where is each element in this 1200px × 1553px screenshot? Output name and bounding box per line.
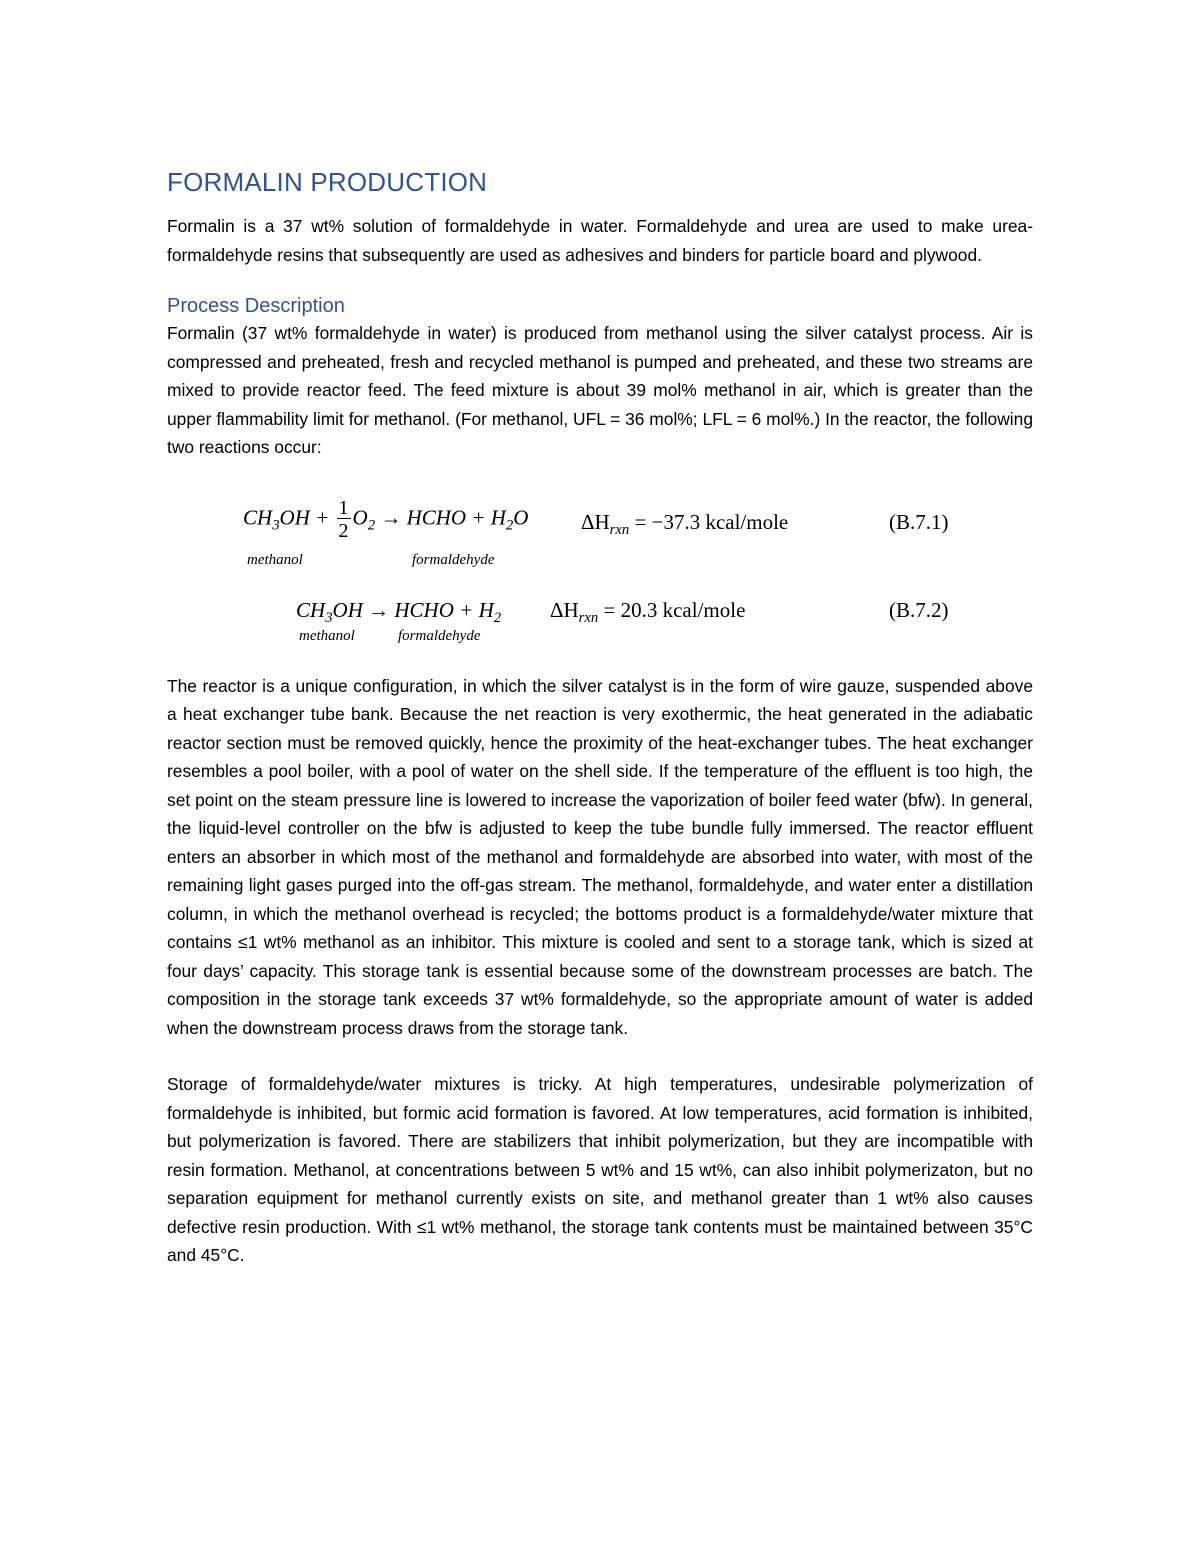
equation-b71: $CH_3OH$ + $\frac{1}{2}$ $O_2$ → HCHO + $H_2O$ [243,496,529,542]
storage-paragraph: Storage of formaldehyde/water mixtures is tricky. At high temperatures, undesirable polymerization of formaldehyde is inhibited, but formic acid formation is favored. At low temperatures, acid formation is inhibited, but polymerization is favored. There are stabilizers that inhibit polymerization, but they are incompatible with resin formation. Methanol, at concentrations between 5 wt% and 15 wt%, can also inhibit polymerizaton, but no separation equipment for methanol currently exists on site, and methanol greater than 1 wt% also causes defective resin production. With ≤1 wt% methanol, the storage tank contents must be maintained between 35°C and 45°C. [167,1074,1033,1265]
document-body [167,164,1033,1270]
equation-b71-formaldehyde-label: formaldehyde [412,551,495,568]
equation-b71-label: (B.7.1) [889,509,949,534]
equations-block [167,482,1033,672]
equation-b72-enthalpy: $\Delta H_{rxn} = 20.3$ kcal/mole [550,597,746,626]
section-heading: Process Description [167,295,345,317]
half-fraction: $\frac{1}{2}$ [338,496,349,542]
equation-b72-methanol-label: methanol [299,627,355,644]
reactor-paragraph: The reactor is a unique configuration, in which the silver catalyst is in the form of wire gauze, suspended above a heat exchanger tube bank. Because the net reaction is very exothermic, the heat generated in the adiabatic reactor section must be removed quickly, hence the proximity of the heat-exchanger tubes. The heat exchanger resembles a pool boiler, with a pool of water on the shell side. If the temperature of the effluent is too high, the set point on the steam pressure line is lowered to increase the vaporization of boiler feed water (bfw). In general, the liquid-level controller on the bfw is adjusted to keep the tube bundle fully immersed. The reactor effluent enters an absorber in which most of the methanol and formaldehyde are absorbed into water, with most of the remaining light gases purged into the off-gas stream. The methanol, formaldehyde, and water enter a distillation column, in which the methanol overhead is recycled; the bottoms product is a formaldehyde/water mixture that contains ≤1 wt% methanol as an inhibitor. This mixture is cooled and sent to a storage tank, which is sized at four days’ capacity. This storage tank is essential because some of the downstream processes are batch. The composition in the storage tank exceeds 37 wt% formaldehyde, so the appropriate amount of water is added when the downstream process draws from the storage tank. [167,675,1033,1038]
page-title: FORMALIN PRODUCTION [167,167,488,197]
equation-b72: $CH_3OH$ → HCHO + $H_2$ [296,597,502,626]
equation-b71-methanol-label: methanol [247,551,303,568]
equation-b72-label: (B.7.2) [889,597,949,622]
intro-paragraph: Formalin is a 37 wt% solution of formaldehyde in water. Formaldehyde and urea are used to make urea-formaldehyde resins that subsequently are used as adhesives and binders for particle board and plywood. [167,216,1033,265]
process-paragraph: Formalin (37 wt% formaldehyde in water) is produced from methanol using the silver catalyst process. Air is compressed and preheated, fresh and recycled methanol is pumped and preheated, and these two streams are mixed to provide reactor feed. The feed mixture is about 39 mol% methanol in air, which is greater than the upper flammability limit for methanol. (For methanol, UFL = 36 mol%; LFL = 6 mol%.) In the reactor, the following two reactions occur: [167,323,1033,457]
equation-b72-formaldehyde-label: formaldehyde [398,627,481,644]
equation-b71-enthalpy: $\Delta H_{rxn} = -37.3$ kcal/mole [581,509,789,538]
